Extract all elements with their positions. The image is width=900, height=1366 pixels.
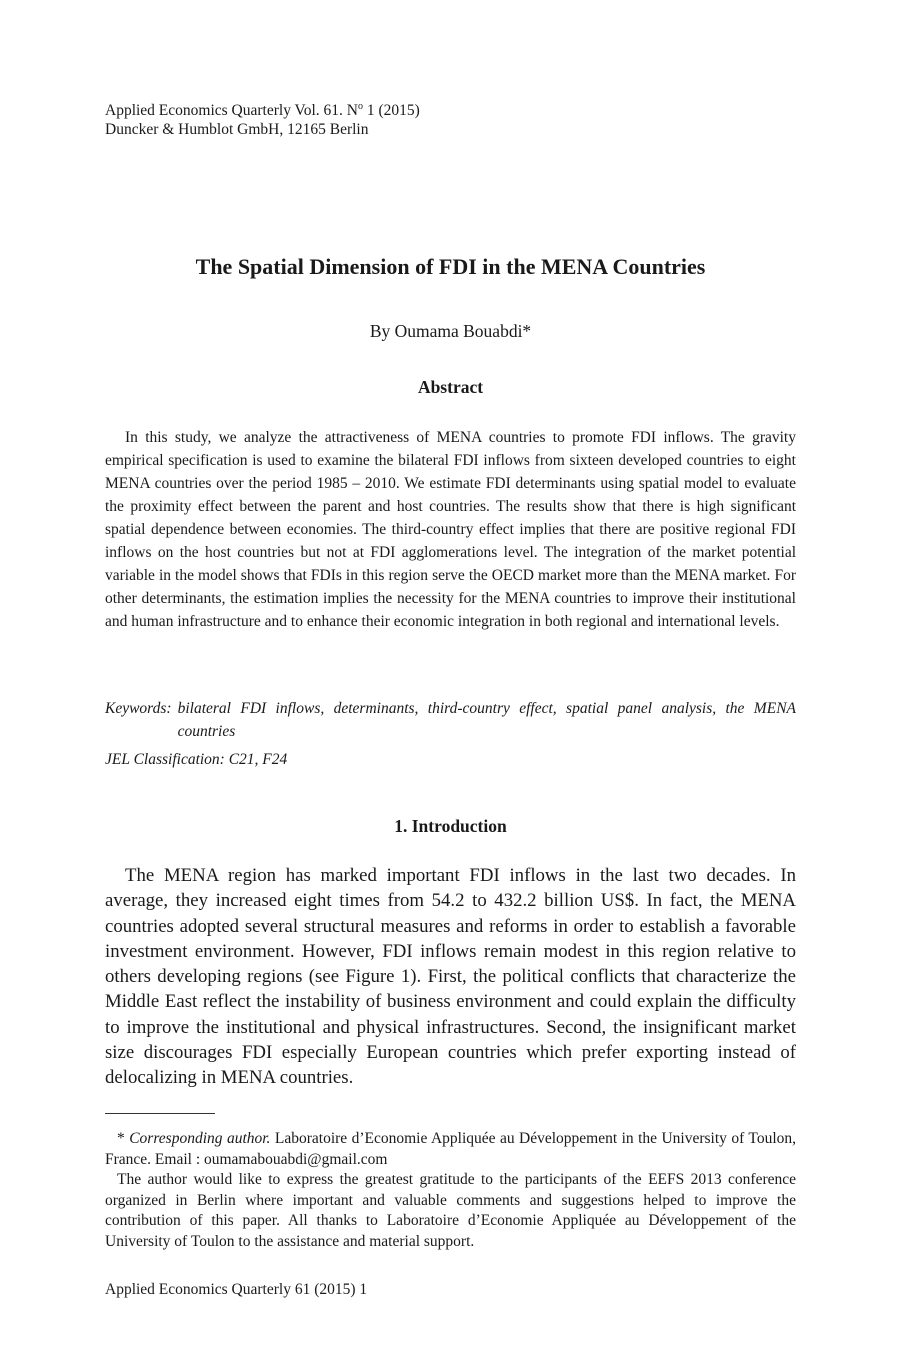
jel-classification: JEL Classification: C21, F24 [105, 751, 288, 768]
journal-citation-sup: o [358, 101, 363, 112]
introduction-body: The MENA region has marked important FDI inflows in the last two decades. In average, they increased eight times from 54.2 to 432.2 billion US$. In fact, the MENA countries adopted several structural measures and reforms in order to establish a favorable investment environment. However, FDI inflows remain modest in this region relative to others developing regions (see Figure 1). First, the political conflicts that characterize the Middle East reflect the instability of business environment and could explain the difficulty to improve the institutional and physical infrastructures. Second, the insignificant market size discourages FDI especially European countries which prefer exporting instead of delocalizing in MENA countries. [105, 865, 796, 1089]
abstract-heading: Abstract [417, 377, 484, 397]
footnotes [105, 1129, 796, 1252]
section-heading-introduction: 1. Introduction [394, 816, 507, 836]
keywords-text: bilateral FDI inflows, determinants, third-country effect, spatial panel analysis, the MENA countries [177, 700, 796, 740]
keywords-block [105, 697, 796, 743]
footnote-affiliation: Laboratoire d’Economie Appliquée au Développement in the University of Toulon, France. Email : oumamabouabdi@gmail.com [105, 1130, 796, 1168]
author-byline: By Oumama Bouabdi* [369, 321, 532, 341]
footnote-acknowledgement: The author would like to express the greatest gratitude to the participants of the EEFS 2013 conference organized in Berlin where important and valuable comments and suggestions helped to improve the contribution of this paper. All thanks to Laboratoire d’Economie Appliquée au Développement of the University of Toulon to the assistance and material support. [105, 1171, 796, 1250]
paper-title: The Spatial Dimension of FDI in the MENA Countries [195, 254, 706, 279]
footnote-corresponding-label: Corresponding author. [129, 1130, 271, 1147]
abstract-body: In this study, we analyze the attractiveness of MENA countries to promote FDI inflows. The gravity empirical specification is used to examine the bilateral FDI inflows from sixteen developed countries to eight MENA countries over the period 1985 – 2010. We estimate FDI determinants using spatial model to evaluate the proximity effect between the parent and host countries. The results show that there is high significant spatial dependence between economies. The third-country effect implies that there are positive regional FDI inflows on the host countries but not at FDI agglomerations level. The integration of the market potential variable in the model shows that FDIs in this region serve the OECD market more than the MENA market. For other determinants, the estimation implies the necessity for the MENA countries to improve their institutional and human infrastructure and to enhance their economic integration in both regional and international levels. [105, 429, 796, 630]
keywords-label: Keywords: [105, 700, 172, 717]
footnote-divider [105, 1113, 215, 1114]
journal-citation-suffix: 1 (2015) [363, 102, 420, 119]
journal-header [105, 101, 796, 139]
journal-citation-line [105, 101, 796, 120]
footnote-marker: * [117, 1130, 130, 1147]
publisher-line: Duncker & Humblot GmbH, 12165 Berlin [105, 121, 369, 138]
journal-citation-prefix: Applied Economics Quarterly Vol. 61. N [105, 102, 358, 119]
page-footer: Applied Economics Quarterly 61 (2015) 1 [105, 1281, 368, 1298]
footnote-corresponding-author [105, 1129, 796, 1170]
